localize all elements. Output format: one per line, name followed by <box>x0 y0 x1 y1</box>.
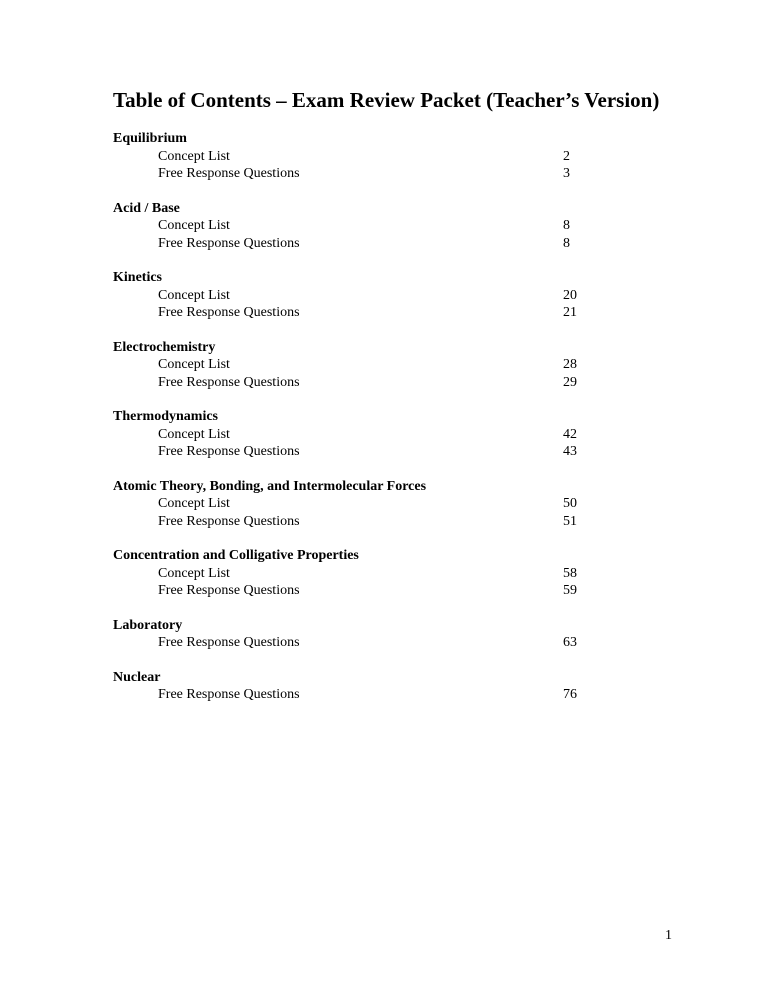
toc-section-thermodynamics <box>113 408 673 461</box>
entry-label: Concept List <box>158 496 230 511</box>
toc-entry <box>113 634 673 652</box>
toc-entry <box>113 513 673 531</box>
section-heading: Equilibrium <box>113 131 187 146</box>
entry-label: Free Response Questions <box>158 166 300 181</box>
entry-page-number: 63 <box>563 635 577 650</box>
section-heading: Electrochemistry <box>113 339 216 355</box>
toc-entry <box>113 235 673 253</box>
toc-section-equilibrium <box>113 130 673 183</box>
entry-page-number: 76 <box>563 687 577 702</box>
toc-entry <box>113 495 673 513</box>
page-number: 1 <box>665 928 672 943</box>
toc-entry <box>113 686 673 704</box>
entry-label: Free Response Questions <box>158 235 300 251</box>
toc-section-acid-base <box>113 200 673 253</box>
entry-page-number: 29 <box>563 374 577 390</box>
entry-label: Free Response Questions <box>158 444 300 459</box>
entry-label: Free Response Questions <box>158 687 300 702</box>
toc-entry <box>113 443 673 461</box>
entry-label: Free Response Questions <box>158 635 300 650</box>
toc-entry <box>113 165 673 183</box>
entry-label: Concept List <box>158 218 230 233</box>
entry-page-number: 28 <box>563 357 577 372</box>
entry-label: Free Response Questions <box>158 305 300 320</box>
entry-page-number: 58 <box>563 565 577 581</box>
table-of-contents <box>113 130 673 721</box>
entry-label: Concept List <box>158 148 230 164</box>
section-heading: Nuclear <box>113 669 161 685</box>
section-heading: Atomic Theory, Bonding, and Intermolecular Forces <box>113 478 427 494</box>
entry-page-number: 59 <box>563 583 577 598</box>
entry-page-number: 20 <box>563 287 577 303</box>
section-heading: Thermodynamics <box>113 409 218 424</box>
entry-page-number: 51 <box>563 513 577 529</box>
entry-page-number: 50 <box>563 496 577 511</box>
toc-entry <box>113 582 673 600</box>
section-heading: Concentration and Colligative Properties <box>113 548 359 563</box>
toc-entry <box>113 356 673 374</box>
entry-page-number: 43 <box>563 444 577 459</box>
toc-entry <box>113 217 673 235</box>
entry-label: Free Response Questions <box>158 583 300 598</box>
toc-entry <box>113 374 673 392</box>
section-heading: Laboratory <box>113 617 183 633</box>
entry-page-number: 3 <box>563 166 570 181</box>
section-heading: Kinetics <box>113 270 162 285</box>
toc-section-laboratory <box>113 617 673 652</box>
toc-section-electrochemistry <box>113 339 673 392</box>
toc-section-atomic-theory <box>113 478 673 531</box>
entry-page-number: 8 <box>563 235 570 251</box>
toc-section-nuclear <box>113 669 673 704</box>
entry-label: Concept List <box>158 357 230 372</box>
toc-entry <box>113 287 673 305</box>
entry-label: Concept List <box>158 287 230 303</box>
toc-entry <box>113 565 673 583</box>
entry-label: Free Response Questions <box>158 374 300 390</box>
entry-label: Concept List <box>158 426 230 442</box>
entry-page-number: 2 <box>563 148 570 164</box>
entry-page-number: 8 <box>563 218 570 233</box>
toc-section-kinetics <box>113 269 673 322</box>
toc-section-concentration <box>113 547 673 600</box>
entry-label: Concept List <box>158 565 230 581</box>
toc-entry <box>113 148 673 166</box>
entry-page-number: 42 <box>563 426 577 442</box>
entry-label: Free Response Questions <box>158 513 300 529</box>
toc-entry <box>113 304 673 322</box>
entry-page-number: 21 <box>563 305 577 320</box>
page-title: Table of Contents – Exam Review Packet (Teacher’s Version) <box>113 88 660 112</box>
section-heading: Acid / Base <box>113 200 180 216</box>
toc-entry <box>113 426 673 444</box>
